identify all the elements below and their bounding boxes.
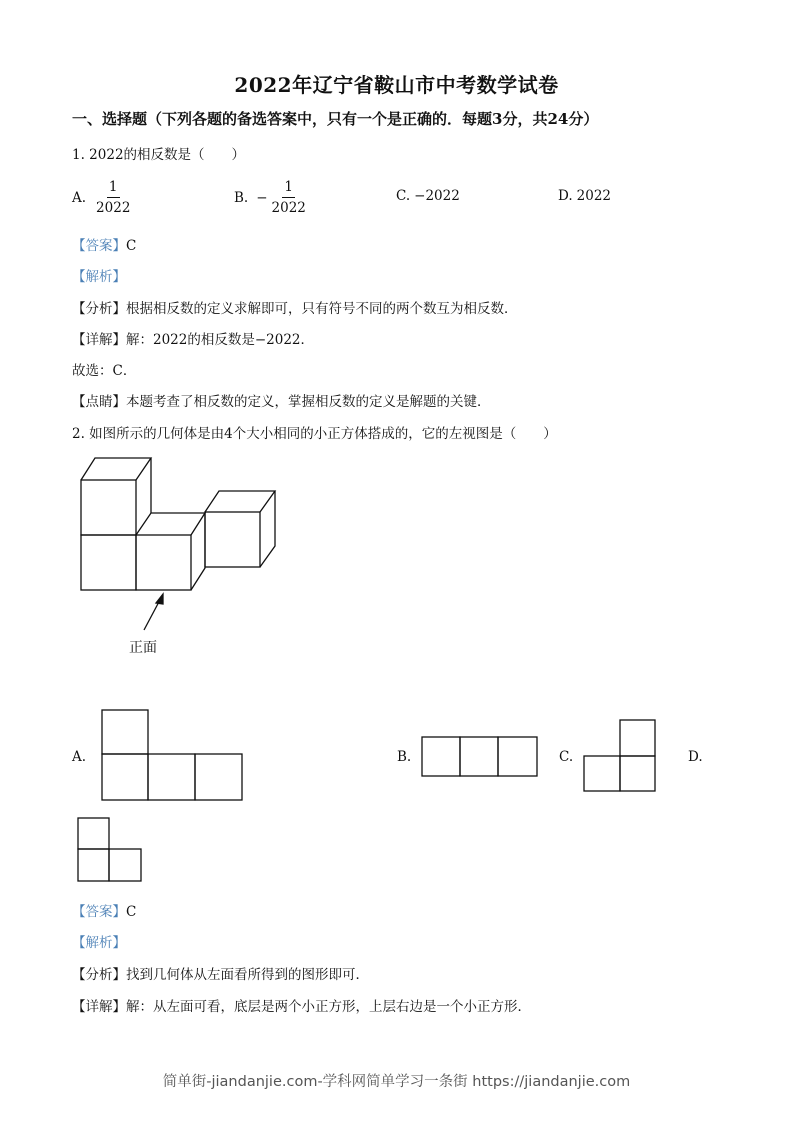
numerator: 1 — [282, 178, 295, 198]
fenxi-label: 【分析】 — [72, 967, 126, 983]
section-heading: 一、选择题（下列各题的备选答案中，只有一个是正确的．每题3分，共24分） — [72, 110, 599, 128]
xiangjie-text: 解：从左面可看，底层是两个小正方形，上层右边是一个小正方形． — [126, 999, 531, 1015]
q2-option-b-label: B. — [397, 749, 412, 765]
answer-label: 【答案】 — [72, 238, 126, 254]
q2-option-d-label: D. — [688, 749, 703, 765]
answer-value: C — [126, 904, 137, 920]
option-label: C. — [396, 188, 411, 204]
xiangjie-label: 【详解】 — [72, 999, 126, 1015]
option-label: A. — [72, 189, 87, 206]
q2-analysis-label: 【解析】 — [72, 935, 126, 951]
q2-option-a-label: A. — [72, 749, 87, 765]
denominator: 2022 — [271, 200, 306, 216]
xiangjie-label: 【详解】 — [72, 332, 126, 348]
dianjing-text: 本题考查了相反数的定义，掌握相反数的定义是解题的关键． — [126, 394, 491, 410]
numerator: 1 — [107, 178, 120, 198]
option-label: D. — [558, 188, 573, 204]
footer-watermark: 简单街-jiandanjie.com-学科网简单学习一条街 https://jiandanjie.com — [162, 1074, 631, 1090]
fenxi-text: 根据相反数的定义求解即可，只有符号不同的两个数互为相反数． — [126, 301, 518, 317]
q2-xiangjie — [72, 995, 531, 1015]
fenxi-label: 【分析】 — [72, 301, 126, 317]
q2-answer — [72, 900, 136, 920]
q1-choose: 故选：C． — [72, 363, 137, 379]
front-label: 正面 — [129, 640, 157, 656]
option-label: B. — [234, 189, 249, 206]
denominator: 2022 — [96, 200, 131, 216]
question-1-stem: 1. 2022的相反数是（ ） — [72, 147, 246, 163]
answer-label: 【答案】 — [72, 904, 126, 920]
xiangjie-text: 解：2022的相反数是−2022． — [126, 332, 315, 348]
answer-value: C — [126, 238, 137, 254]
option-text: 2022 — [576, 188, 611, 204]
fenxi-text: 找到几何体从左面看所得到的图形即可． — [126, 967, 369, 983]
dianjing-label: 【点睛】 — [72, 394, 126, 410]
q2-option-c-label: C. — [559, 749, 574, 765]
page-title: 2022年辽宁省鞍山市中考数学试卷 — [234, 73, 559, 97]
option-text: −2022 — [414, 188, 460, 204]
q2-fenxi — [72, 963, 369, 983]
question-2-stem: 2. 如图所示的几何体是由4个大小相同的小正方体搭成的，它的左视图是（ ） — [72, 426, 557, 442]
minus-sign: − — [256, 189, 268, 206]
q1-analysis-label: 【解析】 — [72, 269, 126, 285]
